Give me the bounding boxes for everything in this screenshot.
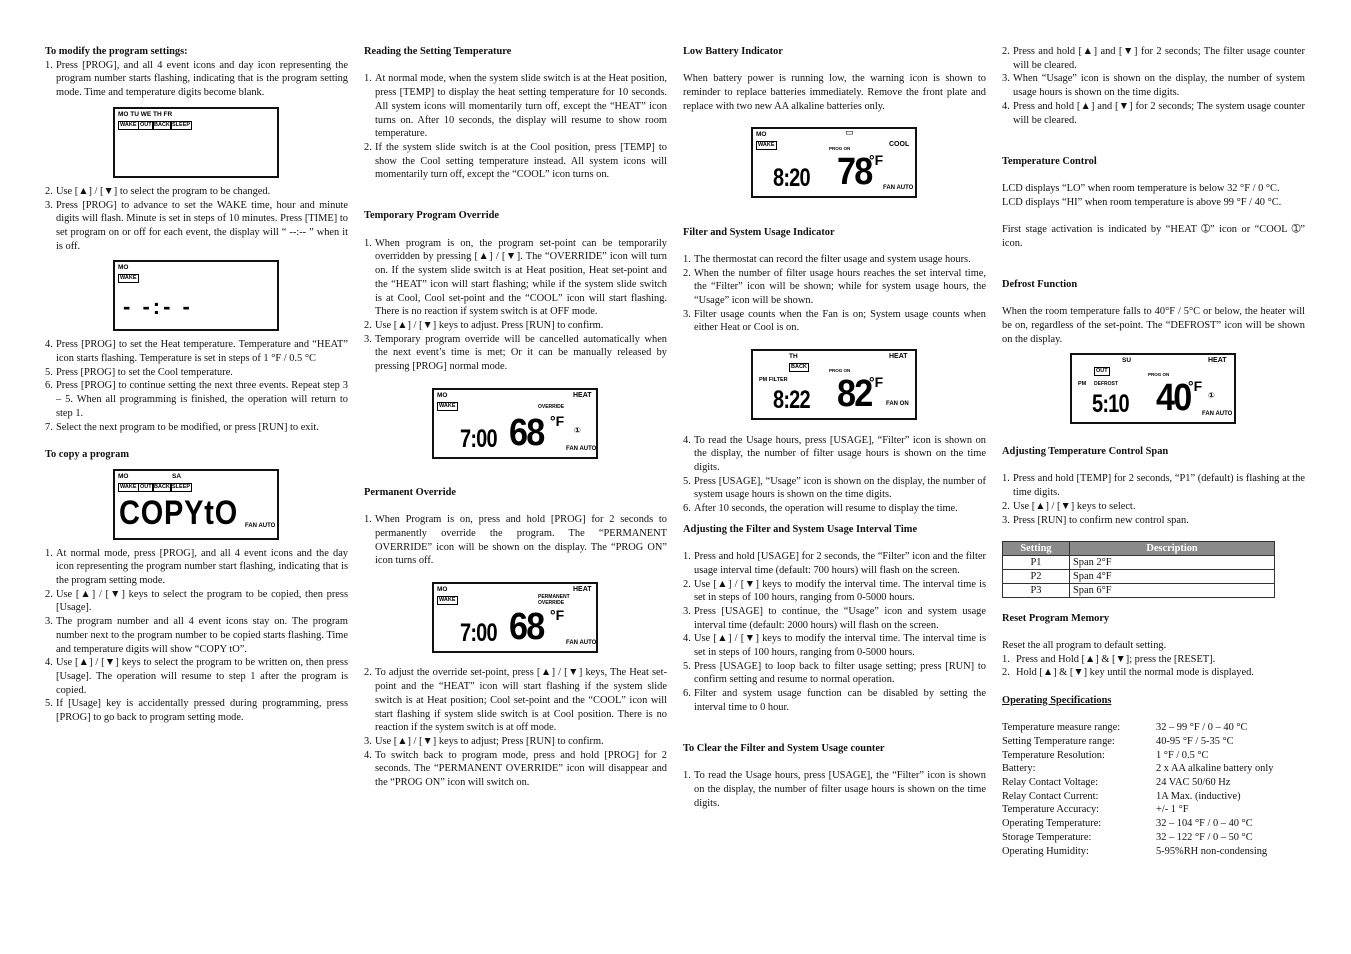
list-item: 1. At normal mode, when the system slide switch is at the Heat position, press [TEMP] to display the heat setting temperature for 10 seconds. All system icons will momentarily turn off, except the “HEAT” icon turns on. After 10 seconds, the display will resume to show room temperature. (364, 73, 667, 140)
section-title-copy: To copy a program (45, 448, 129, 460)
list-item: 3. Use [▲] / [▼] keys to adjust; Press [RUN] to confirm. (364, 735, 604, 747)
lcd-display-permanent-override: MO HEAT WAKE PERMANENT OVERRIDE 7:00 68 °F FAN AUTO (432, 582, 598, 653)
lcd-display-defrost: SU HEAT OUT PROG ON PM DEFROST 5:10 40 °F ① FAN AUTO (1070, 353, 1236, 424)
spec-row: Relay Contact Current: 1A Max. (inductive) (1002, 790, 1241, 802)
paragraph: Reset the all program to default setting. (1002, 640, 1167, 652)
list-item: 4. Press and hold [▲] and [▼] for 2 seconds; The system usage counter will be cleared. (1002, 100, 1305, 126)
paragraph: First stage activation is indicated by “HEAT ➀” icon or “COOL ➀” icon. (1002, 224, 1305, 249)
battery-icon: ▭ (845, 127, 854, 138)
section-title-specifications: Operating Specifications (1002, 694, 1112, 706)
list-item: 6. Filter and system usage function can be disabled by setting the interval time to 0 hour. (683, 688, 986, 713)
list-item: 1. The thermostat can record the filter usage and system usage hours. (683, 253, 971, 265)
span-settings-table (1002, 541, 1275, 598)
list-item: 4. To read the Usage hours, press [USAGE], “Filter” icon is shown on the display, the number of filter usage hours is shown on the time digits. (683, 434, 986, 473)
table-cell: P1 (1003, 555, 1070, 569)
list-item: 1. Press and Hold [▲] & [▼]; press the [RESET]. (1002, 653, 1216, 665)
list-item: 1. Press [PROG], and all 4 event icons and day icon representing the program number starts flashing, indicating that is the program setting mode. Time and temperature digits become blank. (45, 59, 348, 99)
lcd-display-program-mode: MO TU WE TH FR WAKE OUT BACK SLEEP (113, 107, 279, 178)
section-title-low-battery: Low Battery Indicator (683, 46, 783, 57)
list-item: 2. When the number of filter usage hours reaches the set interval time, the “Filter” icon will be shown; while for system usage hours, the “Usage” icon will be shown. (683, 267, 986, 307)
section-title-temporary-override: Temporary Program Override (364, 210, 500, 222)
table-cell: P3 (1003, 583, 1070, 597)
table-header-cell: Setting (1003, 541, 1070, 555)
list-item: 1. Press and hold [USAGE] for 2 seconds, the “Filter” icon and the filter usage interval time (default: 700 hours) will flash on the screen. (683, 551, 986, 576)
spec-row: Temperature Accuracy: +/- 1 °F (1002, 804, 1189, 816)
lcd-display-filter: TH HEAT BACK PROG ON PM FILTER 8:22 82 °F FAN ON (751, 349, 917, 420)
column-3 (683, 45, 986, 810)
spec-row: Storage Temperature: 32 – 122 °F / 0 – 50 °C (1002, 831, 1253, 843)
list-item: 1. When Program is on, press and hold [PROG] for 2 seconds to permanently override the program. The “PERMANENT OVERRIDE” icon will be shown on the display. The “PROG ON” icon turns off. (364, 514, 667, 567)
list-item: 1. Press and hold [TEMP] for 2 seconds, “P1” (default) is flashing at the time digits. (1002, 473, 1305, 499)
table-cell: Span 6°F (1070, 583, 1275, 597)
list-item: 4. Use [▲] / [▼] keys to modify the interval time. The interval time is set in steps of 100 hours, ranging from 0-5000 hours. (683, 633, 986, 659)
list-item: 6. After 10 seconds, the operation will resume to display the time. (683, 503, 958, 515)
table-header-cell: Description (1070, 541, 1275, 555)
list-item: 2. Use [▲] / [▼] keys to adjust. Press [RUN] to confirm. (364, 320, 604, 331)
section-title-filter-usage: Filter and System Usage Indicator (683, 226, 835, 238)
list-item: 5. Press [USAGE], “Usage” icon is shown on the display, the number of system usage hours is shown on the time digits. (683, 475, 986, 501)
list-item: 2. Use [▲] / [▼] keys to select. (1002, 500, 1136, 512)
spec-row: Operating Humidity: 5-95%RH non-condensing (1002, 845, 1268, 857)
lcd-display-override: MO HEAT WAKE OVERRIDE 7:00 68 °F ① FAN AUTO (432, 388, 598, 459)
section-title-permanent-override: Permanent Override (364, 486, 457, 498)
list-item: 7. Select the next program to be modified, or press [RUN] to exit. (45, 421, 319, 433)
spec-row: Operating Temperature: 32 – 104 °F / 0 – 40 °C (1002, 818, 1253, 830)
list-item: 2. Use [▲] / [▼] keys to select the program to be copied, then press [Usage]. (45, 588, 348, 614)
list-item: 1. When program is on, the program set-point can be temporarily overridden by pressing [▲] / [▼]. The “OVERRIDE” icon will turn on. If the system slide switch is at Heat position, Heat set-point and the “HEAT” icon will start flashing; while if the system slide switch is at Cool, Cool set-point and the “COOL” icon will start flashing. There is no reaction if system switch is at OFF mode. (364, 237, 667, 318)
list-item: 2. If the system slide switch is at the Cool position, press [TEMP] to show the Cool setting temperature instead. All system icons will momentarily turn off, except the “COOL” icon turns on. (364, 141, 667, 181)
spec-row: Battery: 2 x AA alkaline battery only (1002, 763, 1274, 775)
paragraph: When battery power is running low, the warning icon is shown to reminder to replace batteries immediately. Remove the front plate and replace with two new AA alkaline batteries only. (683, 73, 986, 112)
spec-row: Setting Temperature range: 40-95 °F / 5-35 °C (1002, 735, 1234, 747)
column-4 (1002, 45, 1305, 858)
list-item: 2. Use [▲] / [▼] to select the program to be changed. (45, 185, 271, 197)
lcd-display-wake-off: MO WAKE - -:- - (113, 260, 279, 331)
lcd-display-copy: MO SA WAKE OUT BACK SLEEP COPYtO FAN AUTO (113, 469, 279, 540)
list-item: 3. Temporary program override will be cancelled automatically when the next event’s time is met; Or it can be manually released by pressing [PROG] normal mode. (364, 333, 667, 373)
spec-row: Temperature measure range: 32 – 99 °F / 0 – 40 °C (1002, 722, 1248, 734)
list-item: 3. Filter usage counts when the Fan is on; System usage counts when either Heat or Cool is on. (683, 308, 986, 334)
section-title-clear-counter: To Clear the Filter and System Usage counter (683, 742, 885, 754)
section-title-adjust-interval: Adjusting the Filter and System Usage Interval Time (683, 523, 918, 535)
paragraph: LCD displays “LO” when room temperature is below 32 °F / 0 °C. (1002, 182, 1280, 194)
table-row (1003, 583, 1275, 597)
table-cell: Span 2°F (1070, 555, 1275, 569)
list-item: 4. Press [PROG] to set the Heat temperature. Temperature and “HEAT” icon starts flashing. Temperature is set in steps of 1 °F / 0.5 °C (45, 339, 348, 365)
section-title-control-span: Adjusting Temperature Control Span (1002, 446, 1169, 458)
spec-row: Temperature Resolution: 1 °F / 0.5 °C (1002, 749, 1209, 761)
list-item: 2. Use [▲] / [▼] keys to modify the interval time. The interval time is set in steps of 100 hours, ranging from 0-5000 hours. (683, 578, 986, 604)
list-item: 1. To read the Usage hours, press [USAGE], the “Filter” icon is shown on the display, the number of filter usage hours is shown on the time digits. (683, 770, 986, 809)
column-1 (45, 45, 348, 725)
list-item: 6. Press [PROG] to continue setting the next three events. Repeat step 3 – 5. When all programming is finished, the operation will return to step 1. (45, 380, 348, 419)
paragraph: LCD displays “HI” when room temperature is above 99 °F / 40 °C. (1002, 196, 1282, 208)
list-item: 3. When “Usage” icon is shown on the display, the number of system usage hours is shown on the time digits. (1002, 73, 1305, 99)
section-title-reset: Reset Program Memory (1002, 612, 1110, 624)
list-item: 5. If [Usage] key is accidentally pressed during programming, press [PROG] to go back to program setting mode. (45, 698, 348, 724)
column-2 (364, 45, 667, 790)
list-item: 5. Press [USAGE] to loop back to filter usage setting; press [RUN] to confirm setting and resume to normal operation. (683, 660, 986, 686)
list-item: 2. Hold [▲] & [▼] key until the normal mode is displayed. (1002, 667, 1254, 679)
spec-row: Relay Contact Voltage: 24 VAC 50/60 Hz (1002, 777, 1231, 789)
paragraph: When the room temperature falls to 40°F / 5°C or below, the heater will be on, regardless of the set-point. The “DEFROST” icon will be shown on the display. (1002, 306, 1305, 345)
lcd-display-low-battery: MO ▭ WAKE PROG ON COOL 8:20 78 °F FAN AUTO (751, 127, 917, 198)
list-item: 5. Press [PROG] to set the Cool temperature. (45, 366, 233, 378)
section-title-temperature-control: Temperature Control (1002, 155, 1097, 167)
list-item: 2. To adjust the override set-point, press [▲] / [▼] keys, The Heat set-point and the “HEAT” icon will start flashing if the system slide switch is at Heat position; Cool set-point and the “COOL” icon will start flashing if system slide switch is at Cool position. There is no reaction if the system switch is at off mode. (364, 667, 667, 734)
section-title-reading: Reading the Setting Temperature (364, 46, 512, 57)
table-row (1003, 555, 1275, 569)
list-item: 2. Press and hold [▲] and [▼] for 2 seconds; The filter usage counter will be cleared. (1002, 46, 1305, 71)
list-item: 3. Press [RUN] to confirm new control span. (1002, 514, 1189, 526)
section-title-modify: To modify the program settings: (45, 46, 188, 57)
list-item: 1. At normal mode, press [PROG], and all 4 event icons and the day icon representing the program number start flashing, indicating that is the program setting mode. (45, 547, 348, 587)
table-row (1003, 569, 1275, 583)
list-item: 3. The program number and all 4 event icons stay on. The program number next to the program number to be copied starts flashing. Time and temperature digits will show “COPY tO”. (45, 616, 348, 655)
section-title-defrost: Defrost Function (1002, 278, 1078, 290)
list-item: 4. To switch back to program mode, press and hold [PROG] for 2 seconds. The “PERMANENT OVERRIDE” icon will disappear and the “PROG ON” icon will switch on. (364, 749, 667, 789)
table-cell: Span 4°F (1070, 569, 1275, 583)
table-header-row (1003, 541, 1275, 555)
list-item: 4. Use [▲] / [▼] keys to select the program to be written on, then press [Usage]. The operation will resume to step 1 after the program is copied. (45, 657, 348, 696)
list-item: 3. Press [USAGE] to continue, the “Usage” icon and system usage interval time (default: 2000 hours) will flash on the screen. (683, 605, 986, 631)
list-item: 3. Press [PROG] to advance to set the WAKE time, hour and minute digits will flash. Minute is set in steps of 10 minutes. Press [TIME] to set program on or off for each event, the display will “ --:-- ” when it is off. (45, 199, 348, 252)
table-cell: P2 (1003, 569, 1070, 583)
